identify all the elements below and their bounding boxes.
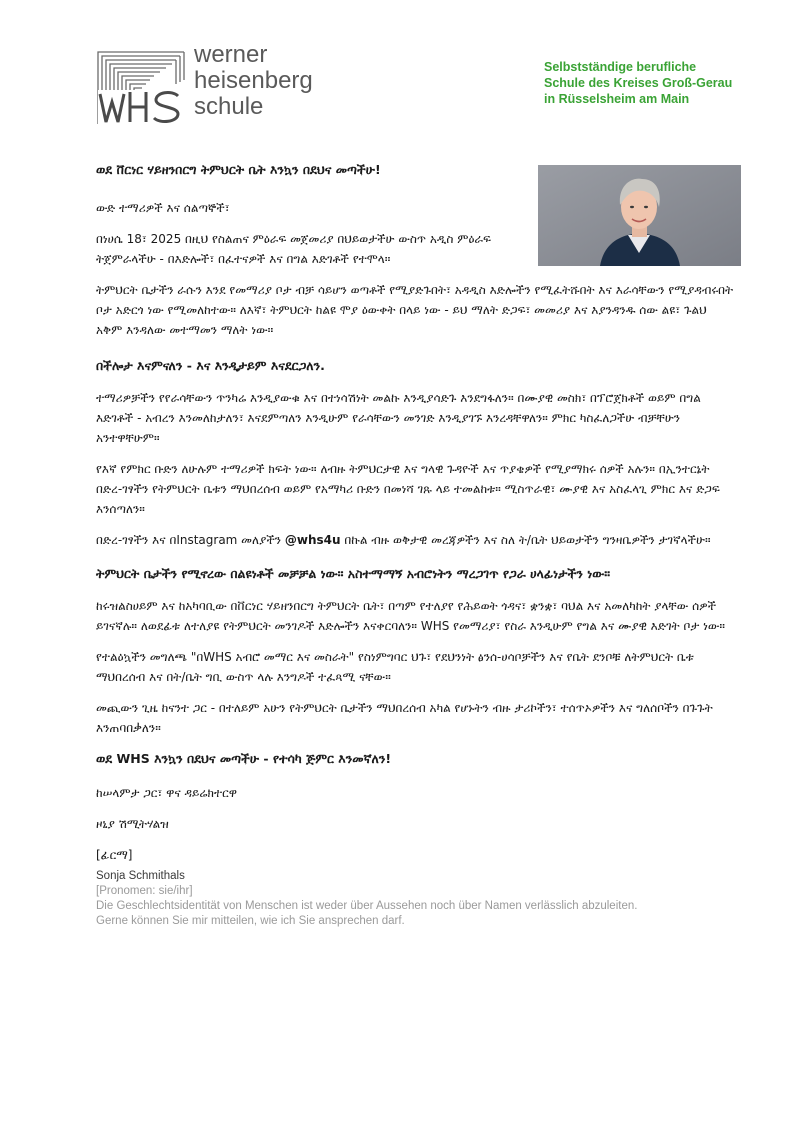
paragraph-6: ከሩዝልስሀይም እና ከአካባቢው በቨርነር ሃይዘንበርግ ትምህርት ቤት፣ በጣም የተለያየ የሕይወት ጎዳና፣ ቋንቋ፣ ባህል እና አመለካከት ያላቸው ሰዎች ይገናኛሉ። ለወደፊቱ ለተለያዩ የትምህርት መንገዶች እድሎችን እናቀርባለን። WHS የመማሪያ፣ የስራ እንዲሁም የግል እና ሙያዊ እድገት ቦታ ነው።	[96, 599, 726, 633]
paragraph-8: መጪውን ጊዜ ከናንተ ጋር - በተለይም አሁን የትምህርት ቤታችን ማህበረሰብ አካል የሆኑትን ብዙ ታሪኮችን፣ ተሰጥኦዎችን እና ግለሰቦችን በጉጉት እንጠባበቃለን።	[96, 701, 713, 735]
signer-name: Sonja Schmithals	[96, 870, 185, 882]
paragraph-5	[96, 530, 736, 550]
logo-line-3: schule	[194, 93, 264, 120]
paragraph-3: ተማሪዎቻችን የየራሳቸውን ጥንካሬ እንዲያውቁ እና በተነሳሽነት መልኩ እንዲያሳድጉ እንደግፋለን። በሙያዊ መስክ፣ በፕሮጀክቶች ወይም በግል እድገቶች - አብረን እንመለከታለን፣ እናደምጣለን እንዲሁም የራሳቸውን መንገድ እንዲያገኙ እንረዳቸዋለን። ምክር ካስፈለጋችሁ ብቻቸሁን አንተዋቸሁም።	[96, 391, 701, 445]
signature-placeholder: [ፊርማ]	[96, 848, 133, 862]
school-info-line-2: Schule des Kreises Groß-Gerau	[544, 76, 733, 90]
signer-amharic: ዞኒያ ሽሚትሃልዝ	[96, 817, 169, 831]
heading-2: በችሎታ እናምናለን - እና እንዲታይም እናደርጋለን.	[96, 358, 325, 373]
paragraph-4: የእኛ የምክር ቡድን ለሁሉም ተማሪዎች ክፍት ነው። ለብዙ ትምህርታዊ እና ግላዊ ጉዳዮች እና ጥያቄዎች የሚያማክሩ ሰዎች አሉን። በኢንተርኔት በድረ-ገፃችን የትምህርት ቤቱን ማህበረሰብ ወይም የአማካሪ ቡድን በመነሻ ገጹ ላይ ተመልከቱ። ሚስጥራዊ፣ ሙያዊ እና አስፈላጊ ምክር እና ድጋፍ እንሰጣለን።	[96, 462, 720, 516]
signature-block	[96, 869, 736, 929]
heading-3: ትምህርት ቤታችን የሚኖረው በልዩነቶች መቻቻል ነው። አስተማማኝ አብሮነትን ማረጋገጥ የጋራ ሀላፊነታችን ነው።	[96, 566, 611, 581]
paragraph-5-end: በኩል ብዙ ወቅታዊ መረጃዎችን እና ስለ ት/ቤት ህይወታችን ግንዛቤዎችን ታገኛላችሁ።	[340, 533, 711, 547]
gender-note-line-1: Die Geschlechtsidentität von Menschen ist weder über Aussehen noch über Namen verlässlich abzuleiten.	[96, 900, 638, 912]
heading-4: ወደ WHS እንኳን በደህና መጣችሁ - የተሳካ ጅምር እንመኛለን!	[96, 751, 392, 766]
gender-note-line-2: Gerne können Sie mir mitteilen, wie ich Sie ansprechen darf.	[96, 915, 405, 927]
school-info-line-1: Selbstständige berufliche	[544, 60, 697, 74]
school-info-line-3: in Rüsselsheim am Main	[544, 92, 690, 106]
letter-body	[96, 160, 736, 929]
whs-logo-icon	[96, 46, 188, 126]
instagram-handle: @whs4u	[284, 533, 341, 547]
logo-wordmark	[194, 42, 313, 120]
salutation: ውድ ተማሪዎች እና ሰልጣኞች፣	[96, 201, 230, 215]
signer-pronouns: [Pronomen: sie/ihr]	[96, 885, 193, 897]
paragraph-2: ትምህርት ቤታችን ራሱን እንደ የመማሪያ ቦታ ብቻ ሳይሆን ወጣቶች የሚያድጉበት፣ አዳዲስ እድሎችን የሚፈትሹበት እና እራሳቸውን የሚያዳብሩበት ቦታ አድርጎ ነው የሚመለከተው። ለእኛ፣ ትምህርት ከልዩ ሞያ ዕውቀት በላይ ነው - ይህ ማለት ድጋፍ፣ መመሪያ እና እያንዳንዱ ሰው ልዩ፣ ጉልህ አቅም እንዳለው መተማመን ማለት ነው።	[96, 283, 734, 337]
closing: ከሠላምታ ጋር፣ ዋና ዳይሬክተርዋ	[96, 786, 238, 800]
paragraph-1: በነሀሴ 18፣ 2025 በዚህ የስልጠና ምዕራፍ መጀመሪያ በህይወታችሁ ውስጥ አዲስ ምዕራፍ ትጀምራላችሁ - በእድሎች፣ በፈተናዎች እና በግል እድገቶች የተሞላ።	[96, 232, 491, 266]
paragraph-5-start: በድረ-ገፃችን እና በInstagram መለያችን	[96, 533, 285, 547]
letter-title: ወደ ቨርነር ሃይዘንበርግ ትምህርት ቤት እንኳን በደህና መጣችሁ!	[96, 162, 381, 177]
paragraph-7: የተልዕኳችን መግለጫ "በWHS አብሮ መማር እና መስራት" የስነምግባር ህጉ፣ የደህንነት ፅንሰ-ሀሳቦቻችን እና የቤት ደንቦቹ ለትምህርት ቤቱ ማህበረሰብ እና በት/ቤት ግቢ ውስጥ ላሉ እንግዶች ተፈጻሚ ናቸው።	[96, 650, 694, 684]
school-info	[544, 59, 732, 107]
logo-line-2: heisenberg	[194, 67, 313, 94]
logo-line-1: werner	[194, 41, 268, 68]
school-logo	[96, 41, 336, 126]
